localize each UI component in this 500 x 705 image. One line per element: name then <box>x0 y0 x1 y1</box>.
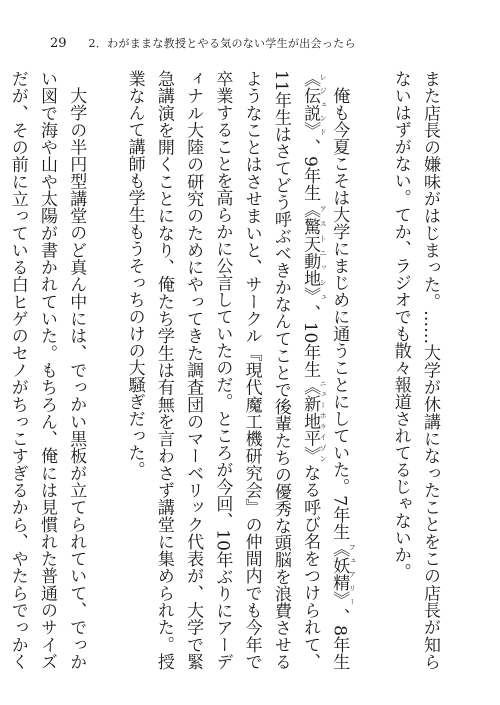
vertical-body-text <box>7 70 444 671</box>
text-run: なる呼び名をつけられて、11年生はさてどう呼ぶべきかなんてことで後輩たちの優秀な頭脳を浪費させるようなことはさせまいと、サークル『現代魔工機研究会』の仲間内でも今年で卒業することを高らかに公言していたのだ。ところが今回、10年ぶりにアーディナル大陸の研究のためにやってきた調査団のマーベリック代表が、大学で緊急講演を開くことになり、俺たち学生は有無を言わさず講堂に集められた。授業なんて講師も学生もうそっちのけの大騒ぎだった。 <box>124 70 321 671</box>
ruby-reading: フェアリー <box>348 540 357 609</box>
ruby-term <box>300 70 328 139</box>
paragraph-1 <box>386 70 444 670</box>
ruby-term <box>329 540 357 609</box>
text-run: 大学の半円型講堂のど真ん中には、でっかい黒板が立てられていて、でっかい図で海や山や太陽が書かれていた。もちろん、俺には見慣れた普通のサイズだが、その前に立っている白ヒゲのセノがちっこすぎるから、やたらでっかく <box>7 70 87 670</box>
page-number: 29 <box>50 36 67 51</box>
text-run: 俺も今夏こそは大学にまじめに通うことにしていた。7年生 <box>329 87 350 541</box>
text-run: 、10年生 <box>300 304 321 378</box>
text-run: 、8年生 <box>329 608 350 670</box>
ruby-term <box>300 201 328 305</box>
ruby-reading: ニューホライゾン <box>319 377 328 464</box>
ruby-base: 《新地平》 <box>300 377 321 464</box>
running-header <box>50 36 470 52</box>
paragraph-3 <box>0 70 90 670</box>
ruby-base: 《驚天動地》 <box>300 201 321 305</box>
text-run: 、9年生 <box>300 138 321 202</box>
ruby-base: 《妖精》 <box>329 540 350 609</box>
ruby-term <box>300 377 328 464</box>
ruby-reading: レジェンド <box>319 70 328 139</box>
chapter-title: 2．わがままな教授とやる気のない学生が出会ったら <box>88 37 356 50</box>
ruby-reading: アストニッシュ <box>319 201 328 305</box>
ruby-base: 《伝説》 <box>300 70 321 139</box>
paragraph-2 <box>119 70 356 670</box>
text-run: また店長の嫌味がはじまった。……大学が休講になったことをこの店長が知らないはずがない。てか、ラジオでも散々報道されてるじゃないか。 <box>390 70 440 670</box>
